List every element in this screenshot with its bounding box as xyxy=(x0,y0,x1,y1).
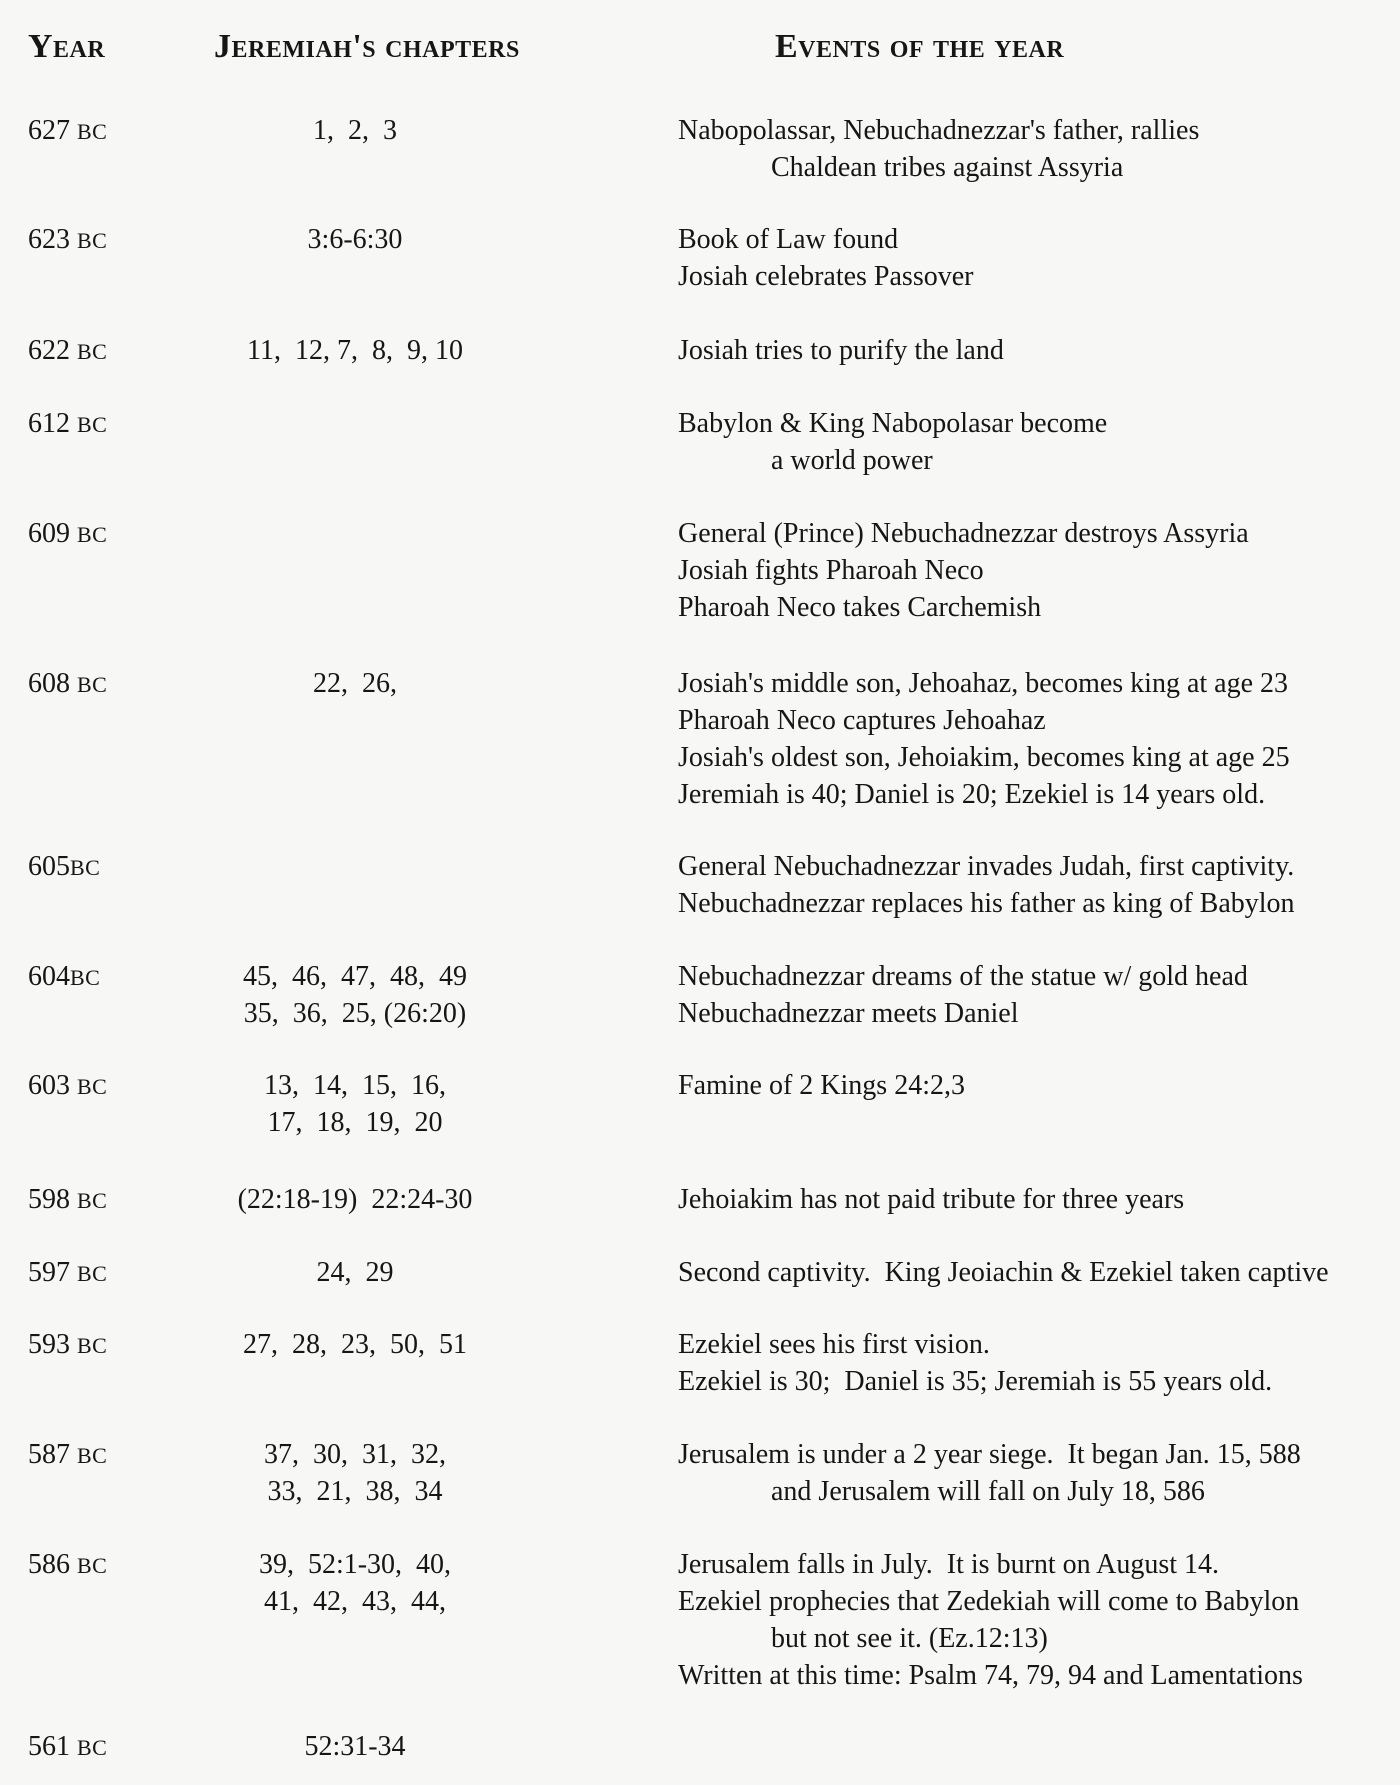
events-cell xyxy=(678,1546,1303,1694)
year-number: 608 xyxy=(28,668,77,699)
year-column-header: Year xyxy=(28,28,106,65)
chapters-cell xyxy=(170,112,540,149)
year-cell xyxy=(28,1326,107,1364)
year-era: BC xyxy=(70,855,101,880)
year-number: 612 xyxy=(28,408,77,439)
year-era: BC xyxy=(77,1074,108,1099)
event-line: Nabopolassar, Nebuchadnezzar's father, rallies xyxy=(678,115,1200,146)
chapters-cell xyxy=(170,665,540,702)
events-cell xyxy=(678,1254,1329,1291)
events-cell xyxy=(678,848,1295,922)
chapters-column-header: Jeremiah's chapters xyxy=(214,28,520,65)
events-cell xyxy=(678,221,973,295)
year-cell xyxy=(28,1546,107,1584)
chapters-cell xyxy=(170,1546,540,1620)
event-line: Second captivity. King Jeoiachin & Ezekiel taken captive xyxy=(678,1257,1329,1288)
chapters-cell xyxy=(170,1326,540,1363)
year-era: BC xyxy=(77,119,108,144)
events-cell xyxy=(678,1067,965,1104)
year-cell xyxy=(28,112,107,150)
chapter-line: 37, 30, 31, 32, xyxy=(264,1439,446,1470)
year-number: 586 xyxy=(28,1549,77,1580)
year-number: 561 xyxy=(28,1731,77,1762)
year-cell xyxy=(28,1181,107,1219)
events-cell xyxy=(678,958,1248,1032)
event-line: Josiah's oldest son, Jehoiakim, becomes king at age 25 xyxy=(678,742,1290,773)
event-line: Jerusalem is under a 2 year siege. It began Jan. 15, 588 xyxy=(678,1439,1301,1470)
event-line: Ezekiel sees his first vision. xyxy=(678,1329,990,1360)
events-column-header: Events of the year xyxy=(775,28,1065,65)
year-number: 609 xyxy=(28,518,77,549)
year-number: 603 xyxy=(28,1070,77,1101)
year-era: BC xyxy=(77,228,108,253)
chapters-cell xyxy=(170,1728,540,1765)
event-line: Ezekiel is 30; Daniel is 35; Jeremiah is 55 years old. xyxy=(678,1366,1273,1397)
chapter-line: 13, 14, 15, 16, xyxy=(264,1070,446,1101)
event-line: Babylon & King Nabopolasar become xyxy=(678,408,1108,439)
chapters-cell xyxy=(170,1254,540,1291)
event-line: General Nebuchadnezzar invades Judah, first captivity. xyxy=(678,851,1295,882)
chapters-cell xyxy=(170,1436,540,1510)
year-cell xyxy=(28,515,107,553)
chapters-cell xyxy=(170,1181,540,1218)
year-number: 598 xyxy=(28,1184,77,1215)
year-era: BC xyxy=(77,1188,108,1213)
year-cell xyxy=(28,1067,107,1105)
year-era: BC xyxy=(77,412,108,437)
event-line: Written at this time: Psalm 74, 79, 94 and Lamentations xyxy=(678,1660,1303,1691)
year-era: BC xyxy=(77,339,108,364)
year-cell xyxy=(28,958,100,996)
events-cell xyxy=(678,665,1290,813)
events-cell xyxy=(678,332,1004,369)
event-line: Famine of 2 Kings 24:2,3 xyxy=(678,1070,965,1101)
chapter-line: (22:18-19) 22:24-30 xyxy=(237,1184,473,1215)
events-cell xyxy=(678,112,1199,186)
year-number: 605 xyxy=(28,851,70,882)
event-line: Chaldean tribes against Assyria xyxy=(771,152,1124,183)
chapter-line: 41, 42, 43, 44, xyxy=(264,1586,446,1617)
event-line: but not see it. (Ez.12:13) xyxy=(771,1623,1048,1654)
event-line: and Jerusalem will fall on July 18, 586 xyxy=(771,1476,1205,1507)
year-cell xyxy=(28,332,107,370)
chapter-line: 39, 52:1-30, 40, xyxy=(258,1549,452,1580)
chapter-line: 1, 2, 3 xyxy=(313,115,397,146)
event-line: Pharoah Neco takes Carchemish xyxy=(678,592,1042,623)
event-line: Nebuchadnezzar meets Daniel xyxy=(678,998,1019,1029)
year-cell xyxy=(28,1728,107,1766)
year-number: 627 xyxy=(28,115,77,146)
event-line: Jeremiah is 40; Daniel is 20; Ezekiel is 14 years old. xyxy=(678,779,1266,810)
year-cell xyxy=(28,665,107,703)
year-era: BC xyxy=(77,1553,108,1578)
event-line: Pharoah Neco captures Jehoahaz xyxy=(678,705,1046,736)
chapter-line: 22, 26, xyxy=(313,668,397,699)
year-number: 604 xyxy=(28,961,70,992)
chapters-cell xyxy=(170,958,540,1032)
events-cell xyxy=(678,1436,1301,1510)
chapters-cell xyxy=(170,1067,540,1141)
year-number: 587 xyxy=(28,1439,77,1470)
year-era: BC xyxy=(77,1333,108,1358)
year-cell xyxy=(28,405,107,443)
year-number: 597 xyxy=(28,1257,77,1288)
events-cell xyxy=(678,1181,1184,1218)
year-number: 622 xyxy=(28,335,77,366)
chapters-cell xyxy=(170,221,540,258)
year-era: BC xyxy=(77,1735,108,1760)
chapter-line: 3:6-6:30 xyxy=(307,224,403,255)
year-number: 593 xyxy=(28,1329,77,1360)
chapters-cell xyxy=(170,332,540,369)
year-era: BC xyxy=(77,1261,108,1286)
chapter-line: 24, 29 xyxy=(316,1257,394,1288)
year-era: BC xyxy=(77,1443,108,1468)
event-line: Josiah celebrates Passover xyxy=(678,261,974,292)
event-line: General (Prince) Nebuchadnezzar destroys Assyria xyxy=(678,518,1249,549)
event-line: Jehoiakim has not paid tribute for three years xyxy=(678,1184,1185,1215)
chapter-line: 35, 36, 25, (26:20) xyxy=(243,998,467,1029)
year-era: BC xyxy=(77,522,108,547)
events-cell xyxy=(678,405,1107,479)
events-cell xyxy=(678,515,1249,626)
year-cell xyxy=(28,221,107,259)
event-line: Josiah's middle son, Jehoahaz, becomes king at age 23 xyxy=(678,668,1289,699)
event-line: Ezekiel prophecies that Zedekiah will come to Babylon xyxy=(678,1586,1300,1617)
event-line: Josiah fights Pharoah Neco xyxy=(678,555,984,586)
chapter-line: 45, 46, 47, 48, 49 xyxy=(243,961,467,992)
event-line: Nebuchadnezzar replaces his father as king of Babylon xyxy=(678,888,1295,919)
chapter-line: 33, 21, 38, 34 xyxy=(267,1476,443,1507)
year-cell xyxy=(28,1254,107,1292)
event-line: Josiah tries to purify the land xyxy=(678,335,1004,366)
chapter-line: 27, 28, 23, 50, 51 xyxy=(243,1329,467,1360)
event-line: Jerusalem falls in July. It is burnt on August 14. xyxy=(678,1549,1220,1580)
event-line: a world power xyxy=(771,445,933,476)
events-cell xyxy=(678,1326,1272,1400)
chapter-line: 11, 12, 7, 8, 9, 10 xyxy=(247,335,463,366)
event-line: Book of Law found xyxy=(678,224,899,255)
year-cell xyxy=(28,1436,107,1474)
year-era: BC xyxy=(77,672,108,697)
chapter-line: 17, 18, 19, 20 xyxy=(267,1107,443,1138)
year-era: BC xyxy=(70,965,101,990)
chapter-line: 52:31-34 xyxy=(304,1731,406,1762)
year-number: 623 xyxy=(28,224,77,255)
year-cell xyxy=(28,848,100,886)
event-line: Nebuchadnezzar dreams of the statue w/ gold head xyxy=(678,961,1248,992)
